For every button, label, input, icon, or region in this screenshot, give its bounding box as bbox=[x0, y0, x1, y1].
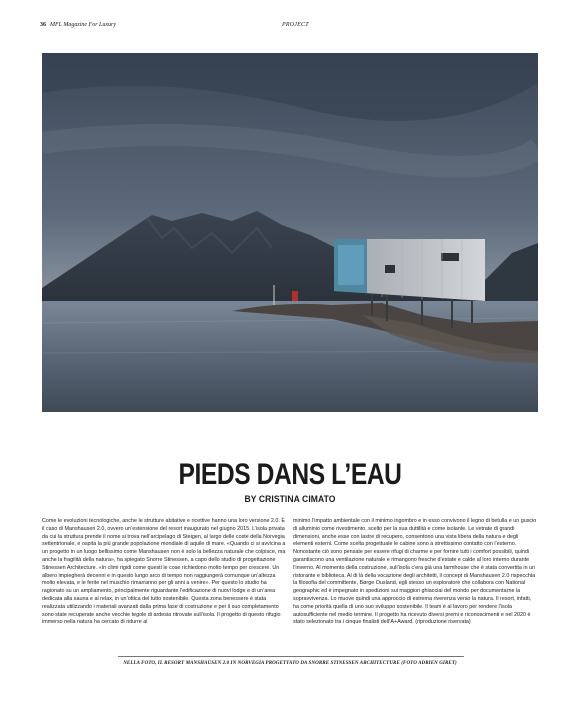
photo-illustration bbox=[42, 53, 538, 412]
page-header bbox=[40, 22, 540, 34]
body-column-left: Come le evoluzioni tecnologiche, anche le strutture abitative e ricettive hanno una loro versione 2.0. È il caso di Manshausen 2.0, ovvero un’estensione del resort inaugurato nel giugno 2015. L’isola privata da cui la struttura prende il nome si trova nell’arcipelago di Steigen, al largo delle coste della Norvegia settentrionale, e ospita la più grande popolazione mondiale di aquile di mare. «Quando ci si avvicina a un progetto in un luogo bellissimo come Manshausen non è solo la bellezza naturale che colpisce, ma anche la fragilità della natura», ha spiegato Snorre Stinessen, a capo dello studio di progettazione Stinessen Architecture. «In climi rigidi come questi le cose richiedono molto tempo per crescere. Un albero impiegherà decenni e in questo lungo arco di tempo non raggiungerà comunque un’altezza molto elevata, e le ferite nel muschio rimarranno per gli anni a venire». Per questo lo studio ha ragionato su un ampliamento, principalmente riguardante l’edificazione di nuovi lodge e di un’area dedicata alla sauna e al relax, in un’ottica del tutto sostenibile. Questa zona benessere è stata realizzata utilizzando i materiali avanzati dalla prima fase di costruzione e per il suo completamento sono state recuperate anche vecchie tegole di ardesia ritrovate sull’isola. Il progetto di questo rifugio immerso nella natura ha cercato di ridurre al bbox=[42, 518, 286, 626]
article-title: PIEDS DANS L’EAU bbox=[178, 458, 402, 491]
photo-caption: NELLA FOTO, IL RESORT MANSHAUSEN 2.0 IN NORVEGIA PROGETTATO DA SNORRE STINESSEN ARCHITECTURE (FOTO ADRIEN GIRET) bbox=[123, 661, 457, 666]
article-byline: BY CRISTINA CIMATO bbox=[244, 494, 336, 505]
section-label: PROJECT bbox=[282, 22, 309, 28]
caption-divider bbox=[118, 656, 464, 657]
body-column-right: minimo l’impatto ambientale con il minimo ingombro e in esso convivono il legno di betulla e un guscio di alluminio come rivestimento, scelto per la sua duttilità e come isolante. Le vetrate di grandi dimensioni, anche esse con lastre di recupero, consentono una vista libera della natura e degli elementi esterni. Come scelta progettuale le cabine sono a strettissimo contatto con l’esterno. Nonostante ciò sono pensate per essere rifugi di charme e per fornire tutti i comfort possibili, quindi garantiscono una ventilazione naturale e rimangono fresche d’estate e calde al loro interno durante l’inverno. Al momento della costruzione, sull’isola c’era già una farmhouse che è stata convertita in un ristorante e biblioteca. Al di là della vocazione degli architetti, il concept di Manshausen 2.0 rispecchia la filosofia del committente, Børge Ousland, egli stesso un esploratore che collabora con National geographic ed è impegnato in spedizioni sui maggiori ghiacciai del mondo per documentarne la sopravvivenza. Lo muove quindi una approccio di estrema riverenza verso la natura. Il resort, infatti, ha come priorità quella di uno suo sviluppo sostenibile. Il team è al lavoro per rendere l’isola autosufficiente nel medio termine. Il progetto ha ricevuto diversi premi e riconoscimenti e nel 2020 è stato selezionato tra i cinque finalisti dell’A+Award. (riproduzione riservata) bbox=[293, 518, 537, 626]
page-number: 36 bbox=[40, 22, 46, 28]
header-left bbox=[40, 22, 116, 28]
resort-photo bbox=[42, 53, 538, 412]
magazine-name: MFL Magazine For Luxury bbox=[50, 22, 117, 28]
